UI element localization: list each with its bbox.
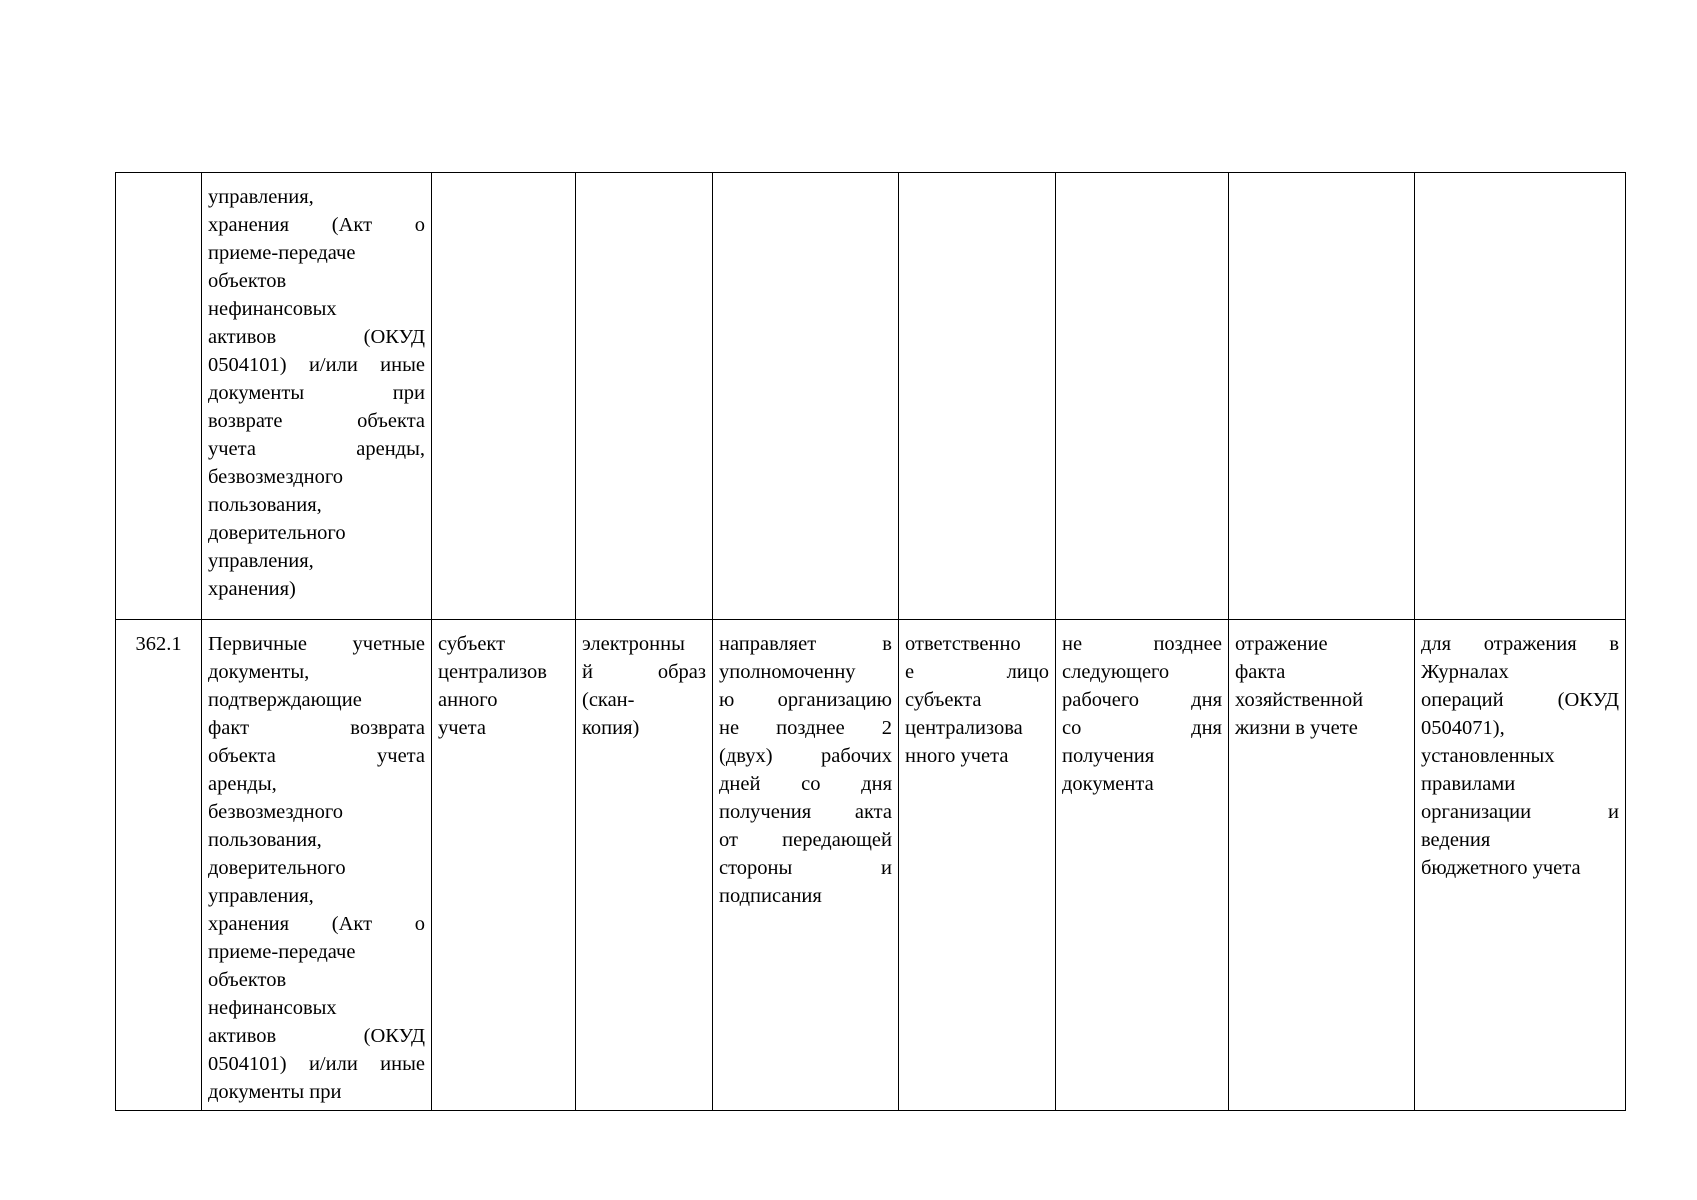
cell-text-line: документы при <box>208 1081 342 1103</box>
cell-text-line: хранения (Акт о <box>208 214 425 236</box>
cell-text-line: ответственно <box>905 633 1021 655</box>
cell-text-line: подписания <box>719 885 822 907</box>
cell-text-line: факта <box>1235 661 1286 683</box>
cell-text-line: активов (ОКУД <box>208 326 425 348</box>
purpose-cell <box>1229 620 1415 1111</box>
cell-text-line: Журналах <box>1421 661 1509 683</box>
cell-text-line: копия) <box>582 717 640 739</box>
cell-text-line: организации и <box>1421 801 1619 823</box>
cell-text-line: документа <box>1062 773 1154 795</box>
cell-text-line: для отражения в <box>1421 633 1619 655</box>
cell-text-line: со дня <box>1062 717 1222 739</box>
deadline-cell <box>1056 620 1229 1111</box>
cell-text-line: не позднее <box>1062 633 1222 655</box>
cell-text-line: электронны <box>582 633 685 655</box>
cell-text-line: подтверждающие <box>208 689 362 711</box>
cell-text-line: хозяйственной <box>1235 689 1364 711</box>
cell-text-line: е лицо <box>905 661 1049 683</box>
cell-text-line: управления, <box>208 550 314 572</box>
cell-text-line: направляет в <box>719 633 892 655</box>
cell-text-line: получения <box>1062 745 1155 767</box>
cell-text-line: доверительного <box>208 522 346 544</box>
cell-text-line: ю организацию <box>719 689 892 711</box>
cell-text-line: нефинансовых <box>208 298 337 320</box>
row-number-cell <box>116 173 202 620</box>
cell-text-line: безвозмездного <box>208 466 344 488</box>
cell-text-line: правилами <box>1421 773 1516 795</box>
cell-text-line: операций (ОКУД <box>1421 689 1619 711</box>
cell-text-line: учета <box>438 717 486 739</box>
cell-text-line: 0504101) и/или иные <box>208 354 425 376</box>
cell-text-line: бюджетного учета <box>1421 857 1581 879</box>
cell-text-line: от передающей <box>719 829 892 851</box>
cell-text-line: жизни в учете <box>1235 717 1358 739</box>
deadline-cell <box>1056 173 1229 620</box>
cell-text-line: анного <box>438 689 498 711</box>
cell-text-line: дней со дня <box>719 773 892 795</box>
cell-text-line: нефинансовых <box>208 997 337 1019</box>
cell-text-line: субъект <box>438 633 506 655</box>
document-format-cell <box>576 620 713 1111</box>
cell-text-line: установленных <box>1421 745 1555 767</box>
document-description-cell <box>202 173 432 620</box>
cell-text-line: рабочего дня <box>1062 689 1222 711</box>
document-format-cell <box>576 173 713 620</box>
cell-text-line: аренды, <box>208 773 277 795</box>
cell-text-line: активов (ОКУД <box>208 1025 425 1047</box>
cell-text-line: нного учета <box>905 745 1009 767</box>
usage-cell <box>1415 620 1626 1111</box>
cell-text-line: приеме-передаче <box>208 941 356 963</box>
cell-text-line: следующего <box>1062 661 1170 683</box>
cell-text-line: управления, <box>208 186 314 208</box>
table-row <box>116 620 1626 1111</box>
cell-text-line: субъекта <box>905 689 982 711</box>
cell-text-line: й образ <box>582 661 706 683</box>
cell-text-line: безвозмездного <box>208 801 344 823</box>
cell-text-line: приеме-передаче <box>208 242 356 264</box>
cell-text-line: объектов <box>208 969 287 991</box>
cell-text-line: документы при <box>208 382 425 404</box>
document-table <box>115 172 1626 1111</box>
cell-text-line: доверительного <box>208 857 346 879</box>
cell-text-line: 0504101) и/или иные <box>208 1053 425 1075</box>
cell-text-line: документы, <box>208 661 310 683</box>
cell-text-line: стороны и <box>719 857 892 879</box>
cell-text-line: централизов <box>438 661 547 683</box>
cell-text-line: пользования, <box>208 829 322 851</box>
responsible-person-cell <box>899 620 1056 1111</box>
cell-text-line: хранения) <box>208 578 296 600</box>
responsible-subject-cell <box>432 173 576 620</box>
cell-text-line: ведения <box>1421 829 1491 851</box>
cell-text-line: (двух) рабочих <box>719 745 892 767</box>
cell-text-line: Первичные учетные <box>208 633 425 655</box>
cell-text-line: хранения (Акт о <box>208 913 425 935</box>
cell-text-line: объектов <box>208 270 287 292</box>
cell-text-line: возврате объекта <box>208 410 425 432</box>
cell-text-line: отражение <box>1235 633 1328 655</box>
usage-cell <box>1415 173 1626 620</box>
cell-text-line: (скан- <box>582 689 635 711</box>
responsible-subject-cell <box>432 620 576 1111</box>
cell-text-line: получения акта <box>719 801 892 823</box>
cell-text-line: факт возврата <box>208 717 425 739</box>
row-number-cell: 362.1 <box>116 620 202 1111</box>
responsible-person-cell <box>899 173 1056 620</box>
cell-text-line: уполномоченну <box>719 661 856 683</box>
cell-text-line: управления, <box>208 885 314 907</box>
transfer-procedure-cell <box>713 620 899 1111</box>
cell-text-line: централизова <box>905 717 1023 739</box>
transfer-procedure-cell <box>713 173 899 620</box>
cell-text-line: 0504071), <box>1421 717 1505 739</box>
table-row <box>116 173 1626 620</box>
cell-text-line: пользования, <box>208 494 322 516</box>
cell-text-line: не позднее 2 <box>719 717 892 739</box>
purpose-cell <box>1229 173 1415 620</box>
cell-text-line: объекта учета <box>208 745 425 767</box>
cell-text-line: учета аренды, <box>208 438 425 460</box>
document-description-cell <box>202 620 432 1111</box>
